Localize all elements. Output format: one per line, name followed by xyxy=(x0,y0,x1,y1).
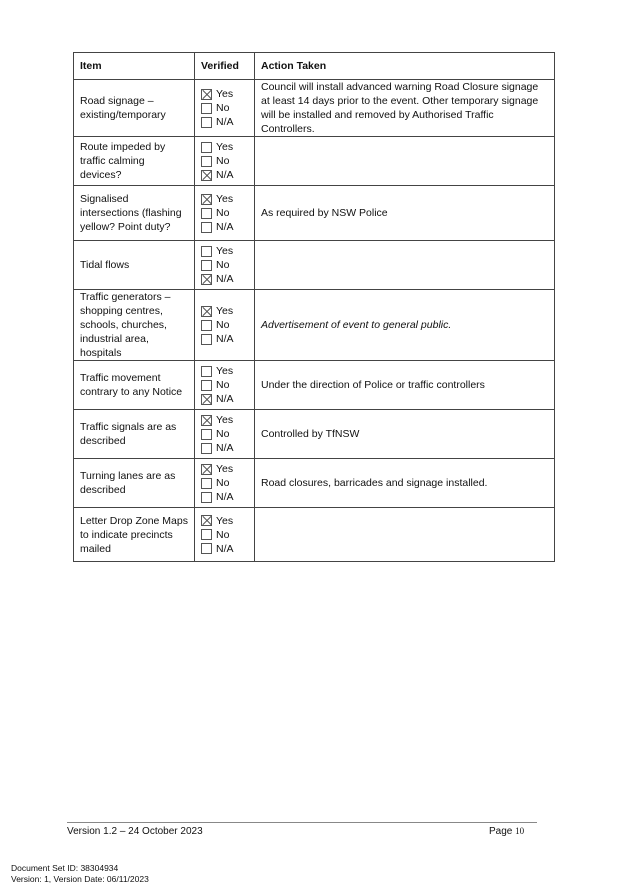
empty-checkbox-icon[interactable] xyxy=(201,320,212,331)
verified-option xyxy=(201,332,254,346)
option-label: N/A xyxy=(216,542,234,555)
option-label: No xyxy=(216,207,230,219)
empty-checkbox-icon[interactable] xyxy=(201,142,212,153)
option-label: N/A xyxy=(216,491,234,503)
option-label: No xyxy=(216,528,230,541)
verified-option xyxy=(201,101,254,115)
empty-checkbox-icon[interactable] xyxy=(201,208,212,219)
table-row xyxy=(74,410,555,459)
row-action: Under the direction of Police or traffic controllers xyxy=(255,361,555,410)
header-item: Item xyxy=(74,53,195,80)
checked-checkbox-icon[interactable] xyxy=(201,170,212,181)
empty-checkbox-icon[interactable] xyxy=(201,366,212,377)
verified-option xyxy=(201,244,254,258)
empty-checkbox-icon[interactable] xyxy=(201,260,212,271)
row-action: As required by NSW Police xyxy=(255,186,555,241)
verified-option xyxy=(201,154,254,168)
empty-checkbox-icon[interactable] xyxy=(201,380,212,391)
option-label: Yes xyxy=(216,88,234,100)
option-label: Yes xyxy=(216,365,234,377)
empty-checkbox-icon[interactable] xyxy=(201,117,212,128)
option-label: No xyxy=(216,477,230,489)
empty-checkbox-icon[interactable] xyxy=(201,429,212,440)
footer-version: Version 1.2 – 24 October 2023 xyxy=(67,826,203,837)
row-verified xyxy=(195,508,255,562)
verified-option xyxy=(201,206,254,220)
checked-checkbox-icon[interactable] xyxy=(201,515,212,526)
option-label: Yes xyxy=(216,193,234,205)
row-verified xyxy=(195,459,255,508)
table-row xyxy=(74,137,555,186)
table-row xyxy=(74,186,555,241)
verified-option xyxy=(201,304,254,318)
option-label: N/A xyxy=(216,273,234,285)
row-verified xyxy=(195,241,255,290)
empty-checkbox-icon[interactable] xyxy=(201,492,212,503)
row-item: Road signage – existing/temporary xyxy=(74,80,195,137)
checked-checkbox-icon[interactable] xyxy=(201,274,212,285)
table-body xyxy=(74,80,555,562)
page-label: Page xyxy=(489,826,513,837)
checked-checkbox-icon[interactable] xyxy=(201,306,212,317)
row-item: Route impeded by traffic calming devices? xyxy=(74,137,195,186)
empty-checkbox-icon[interactable] xyxy=(201,246,212,257)
verified-option xyxy=(201,378,254,392)
row-action: Council will install advanced warning Road Closure signage at least 14 days prior to the event. Other temporary signage will be installed and removed by Authorised Traffic Controllers. xyxy=(255,80,555,137)
empty-checkbox-icon[interactable] xyxy=(201,222,212,233)
checked-checkbox-icon[interactable] xyxy=(201,415,212,426)
table-row xyxy=(74,508,555,562)
option-label: No xyxy=(216,155,230,167)
table-row xyxy=(74,241,555,290)
verified-option xyxy=(201,392,254,406)
row-item: Signalised intersections (flashing yellow? Point duty? xyxy=(74,186,195,241)
option-label: No xyxy=(216,102,230,114)
verified-option xyxy=(201,427,254,441)
table-row xyxy=(74,459,555,508)
verified-option xyxy=(201,528,254,542)
table-row xyxy=(74,290,555,361)
option-label: Yes xyxy=(216,305,234,317)
option-label: Yes xyxy=(216,245,234,257)
empty-checkbox-icon[interactable] xyxy=(201,478,212,489)
row-item: Letter Drop Zone Maps to indicate precincts mailed xyxy=(74,508,195,562)
row-action: Advertisement of event to general public. xyxy=(255,290,555,361)
table-row xyxy=(74,361,555,410)
verified-option xyxy=(201,514,254,528)
option-label: Yes xyxy=(216,141,234,153)
empty-checkbox-icon[interactable] xyxy=(201,334,212,345)
row-verified xyxy=(195,80,255,137)
row-item: Turning lanes are as described xyxy=(74,459,195,508)
verified-option xyxy=(201,364,254,378)
row-action xyxy=(255,137,555,186)
row-verified xyxy=(195,186,255,241)
option-label: N/A xyxy=(216,169,234,181)
option-label: Yes xyxy=(216,463,234,475)
option-label: N/A xyxy=(216,393,234,405)
row-action xyxy=(255,241,555,290)
verified-option xyxy=(201,318,254,332)
verified-option xyxy=(201,462,254,476)
table-row xyxy=(74,80,555,137)
page-number: 10 xyxy=(515,826,525,836)
empty-checkbox-icon[interactable] xyxy=(201,156,212,167)
document-version-date: Version: 1, Version Date: 06/11/2023 xyxy=(11,874,149,884)
verified-option xyxy=(201,192,254,206)
verification-table xyxy=(73,52,555,562)
verified-option xyxy=(201,140,254,154)
header-verified: Verified xyxy=(195,53,255,80)
checked-checkbox-icon[interactable] xyxy=(201,464,212,475)
option-label: N/A xyxy=(216,442,234,454)
row-verified xyxy=(195,361,255,410)
footer-divider xyxy=(67,822,537,823)
verified-option xyxy=(201,441,254,455)
verified-option xyxy=(201,168,254,182)
option-label: No xyxy=(216,379,230,391)
row-item: Traffic signals are as described xyxy=(74,410,195,459)
document-metadata xyxy=(11,863,149,885)
option-label: Yes xyxy=(216,414,234,426)
row-action: Controlled by TfNSW xyxy=(255,410,555,459)
option-label: No xyxy=(216,319,230,331)
row-item: Tidal flows xyxy=(74,241,195,290)
checked-checkbox-icon[interactable] xyxy=(201,394,212,405)
row-verified xyxy=(195,410,255,459)
verified-option xyxy=(201,413,254,427)
empty-checkbox-icon[interactable] xyxy=(201,543,212,554)
verified-option xyxy=(201,490,254,504)
empty-checkbox-icon[interactable] xyxy=(201,103,212,114)
option-label: Yes xyxy=(216,514,234,527)
row-item: Traffic movement contrary to any Notice xyxy=(74,361,195,410)
row-verified xyxy=(195,137,255,186)
option-label: N/A xyxy=(216,333,234,345)
verified-option xyxy=(201,476,254,490)
table-header-row xyxy=(74,53,555,80)
footer-page xyxy=(489,826,524,837)
verified-option xyxy=(201,87,254,101)
verified-option xyxy=(201,115,254,129)
row-item: Traffic generators – shopping centres, schools, churches, industrial area, hospitals xyxy=(74,290,195,361)
option-label: No xyxy=(216,428,230,440)
verified-option xyxy=(201,220,254,234)
header-action-taken: Action Taken xyxy=(255,53,555,80)
verified-option xyxy=(201,542,254,556)
empty-checkbox-icon[interactable] xyxy=(201,529,212,540)
checked-checkbox-icon[interactable] xyxy=(201,194,212,205)
row-action: Road closures, barricades and signage installed. xyxy=(255,459,555,508)
option-label: N/A xyxy=(216,221,234,233)
checked-checkbox-icon[interactable] xyxy=(201,89,212,100)
row-action xyxy=(255,508,555,562)
option-label: N/A xyxy=(216,116,234,128)
document-set-id: Document Set ID: 38304934 xyxy=(11,863,119,873)
option-label: No xyxy=(216,259,230,271)
empty-checkbox-icon[interactable] xyxy=(201,443,212,454)
verified-option xyxy=(201,258,254,272)
verified-option xyxy=(201,272,254,286)
row-verified xyxy=(195,290,255,361)
